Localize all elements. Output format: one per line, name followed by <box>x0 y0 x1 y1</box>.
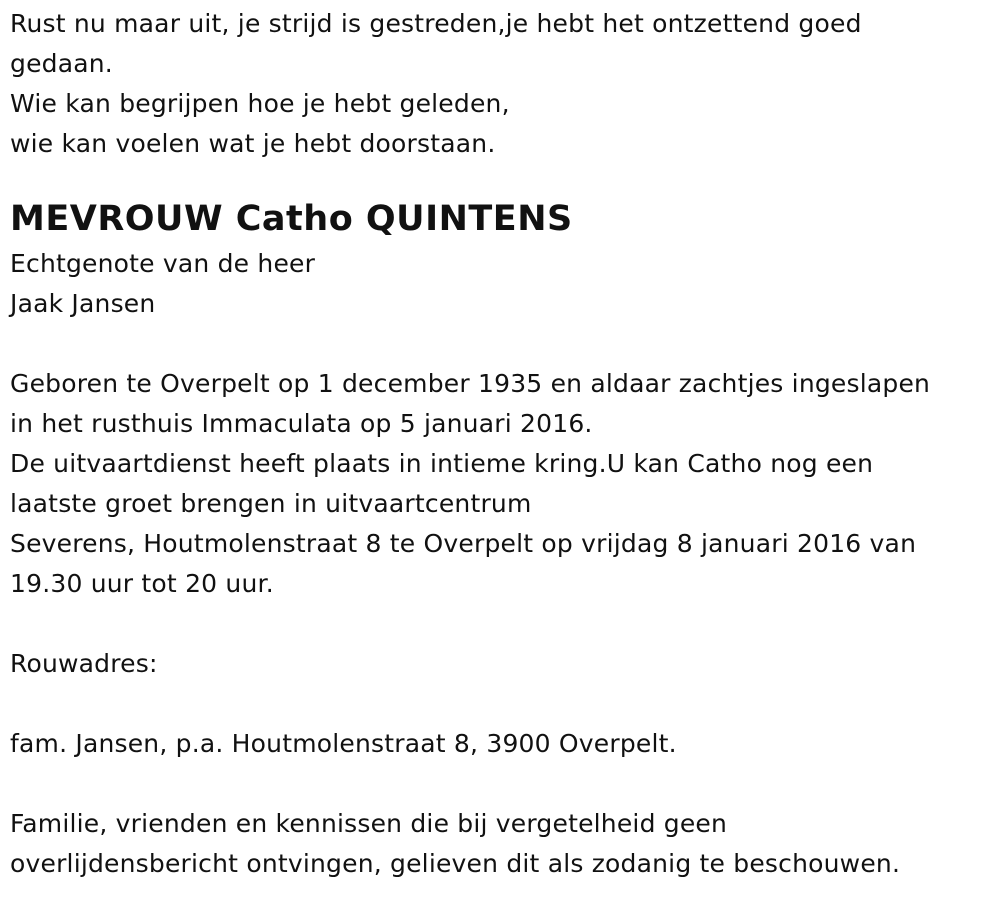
deceased-name-title: MEVROUW Catho QUINTENS <box>10 199 573 239</box>
closing-line: Familie, vrienden en kennissen die bij vergetelheid geen <box>10 809 728 838</box>
spouse-line: Jaak Jansen <box>10 289 156 318</box>
closing-note <box>10 804 985 884</box>
poem-line: gedaan. <box>10 49 113 78</box>
announcement-line: in het rusthuis Immaculata op 5 januari 2016. <box>10 409 593 438</box>
announcement-line: laatste groet brengen in uitvaartcentrum <box>10 489 532 518</box>
spacer <box>10 604 985 644</box>
poem-line: Rust nu maar uit, je strijd is gestreden,je hebt het ontzettend goed <box>10 9 862 38</box>
address-label: Rouwadres: <box>10 649 158 678</box>
poem-line: wie kan voelen wat je hebt doorstaan. <box>10 129 496 158</box>
announcement-line: Severens, Houtmolenstraat 8 te Overpelt op vrijdag 8 januari 2016 van <box>10 529 917 558</box>
spacer <box>10 164 985 192</box>
obituary-document <box>10 4 985 884</box>
spacer <box>10 324 985 364</box>
spouse-line: Echtgenote van de heer <box>10 249 316 278</box>
mourning-address: fam. Jansen, p.a. Houtmolenstraat 8, 3900 Overpelt. <box>10 729 677 758</box>
poem-line: Wie kan begrijpen hoe je hebt geleden, <box>10 89 510 118</box>
spacer <box>10 684 985 724</box>
spouse-info <box>10 244 985 324</box>
announcement-line: De uitvaartdienst heeft plaats in intieme kring.U kan Catho nog een <box>10 449 874 478</box>
announcement <box>10 364 985 604</box>
poem <box>10 4 985 164</box>
announcement-line: Geboren te Overpelt op 1 december 1935 en aldaar zachtjes ingeslapen <box>10 369 931 398</box>
closing-line: overlijdensbericht ontvingen, gelieven dit als zodanig te beschouwen. <box>10 849 901 878</box>
announcement-line: 19.30 uur tot 20 uur. <box>10 569 274 598</box>
spacer <box>10 764 985 804</box>
